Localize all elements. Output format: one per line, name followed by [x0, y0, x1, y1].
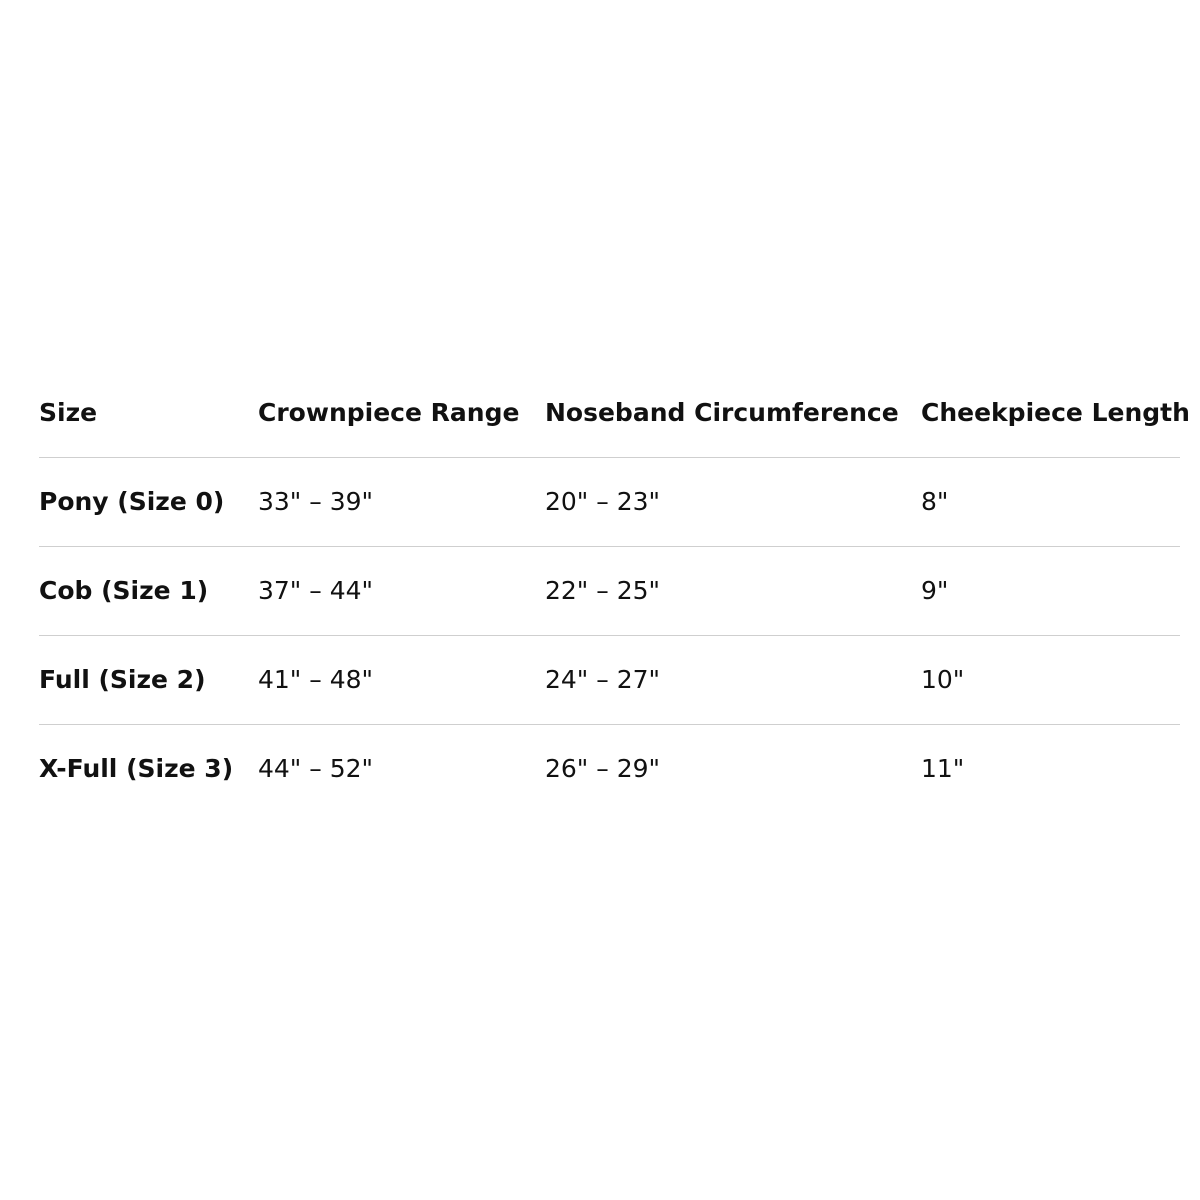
table-row — [39, 458, 1180, 547]
noseband-cell: 24" – 27" — [545, 665, 661, 694]
header-noseband-circumference: Noseband Circumference — [545, 398, 899, 427]
header-size: Size — [39, 398, 98, 427]
noseband-cell: 26" – 29" — [545, 754, 661, 783]
size-name-cell: Pony (Size 0) — [39, 487, 225, 516]
crownpiece-cell: 33" – 39" — [258, 487, 374, 516]
size-name-cell: Cob (Size 1) — [39, 576, 209, 605]
cheekpiece-cell: 10" — [921, 665, 965, 694]
size-name-cell: X-Full (Size 3) — [39, 754, 234, 783]
cheekpiece-cell: 9" — [921, 576, 949, 605]
header-cheekpiece-length: Cheekpiece Length — [921, 398, 1190, 427]
crownpiece-cell: 41" – 48" — [258, 665, 374, 694]
table-row — [39, 725, 1180, 813]
size-chart-table — [39, 369, 1190, 813]
table-header-row — [39, 369, 1190, 458]
size-name-cell: Full (Size 2) — [39, 665, 206, 694]
table-row — [39, 636, 1180, 725]
crownpiece-cell: 44" – 52" — [258, 754, 374, 783]
crownpiece-cell: 37" – 44" — [258, 576, 374, 605]
header-crownpiece-range: Crownpiece Range — [258, 398, 520, 427]
cheekpiece-cell: 11" — [921, 754, 965, 783]
cheekpiece-cell: 8" — [921, 487, 949, 516]
noseband-cell: 22" – 25" — [545, 576, 661, 605]
noseband-cell: 20" – 23" — [545, 487, 661, 516]
table-row — [39, 547, 1180, 636]
